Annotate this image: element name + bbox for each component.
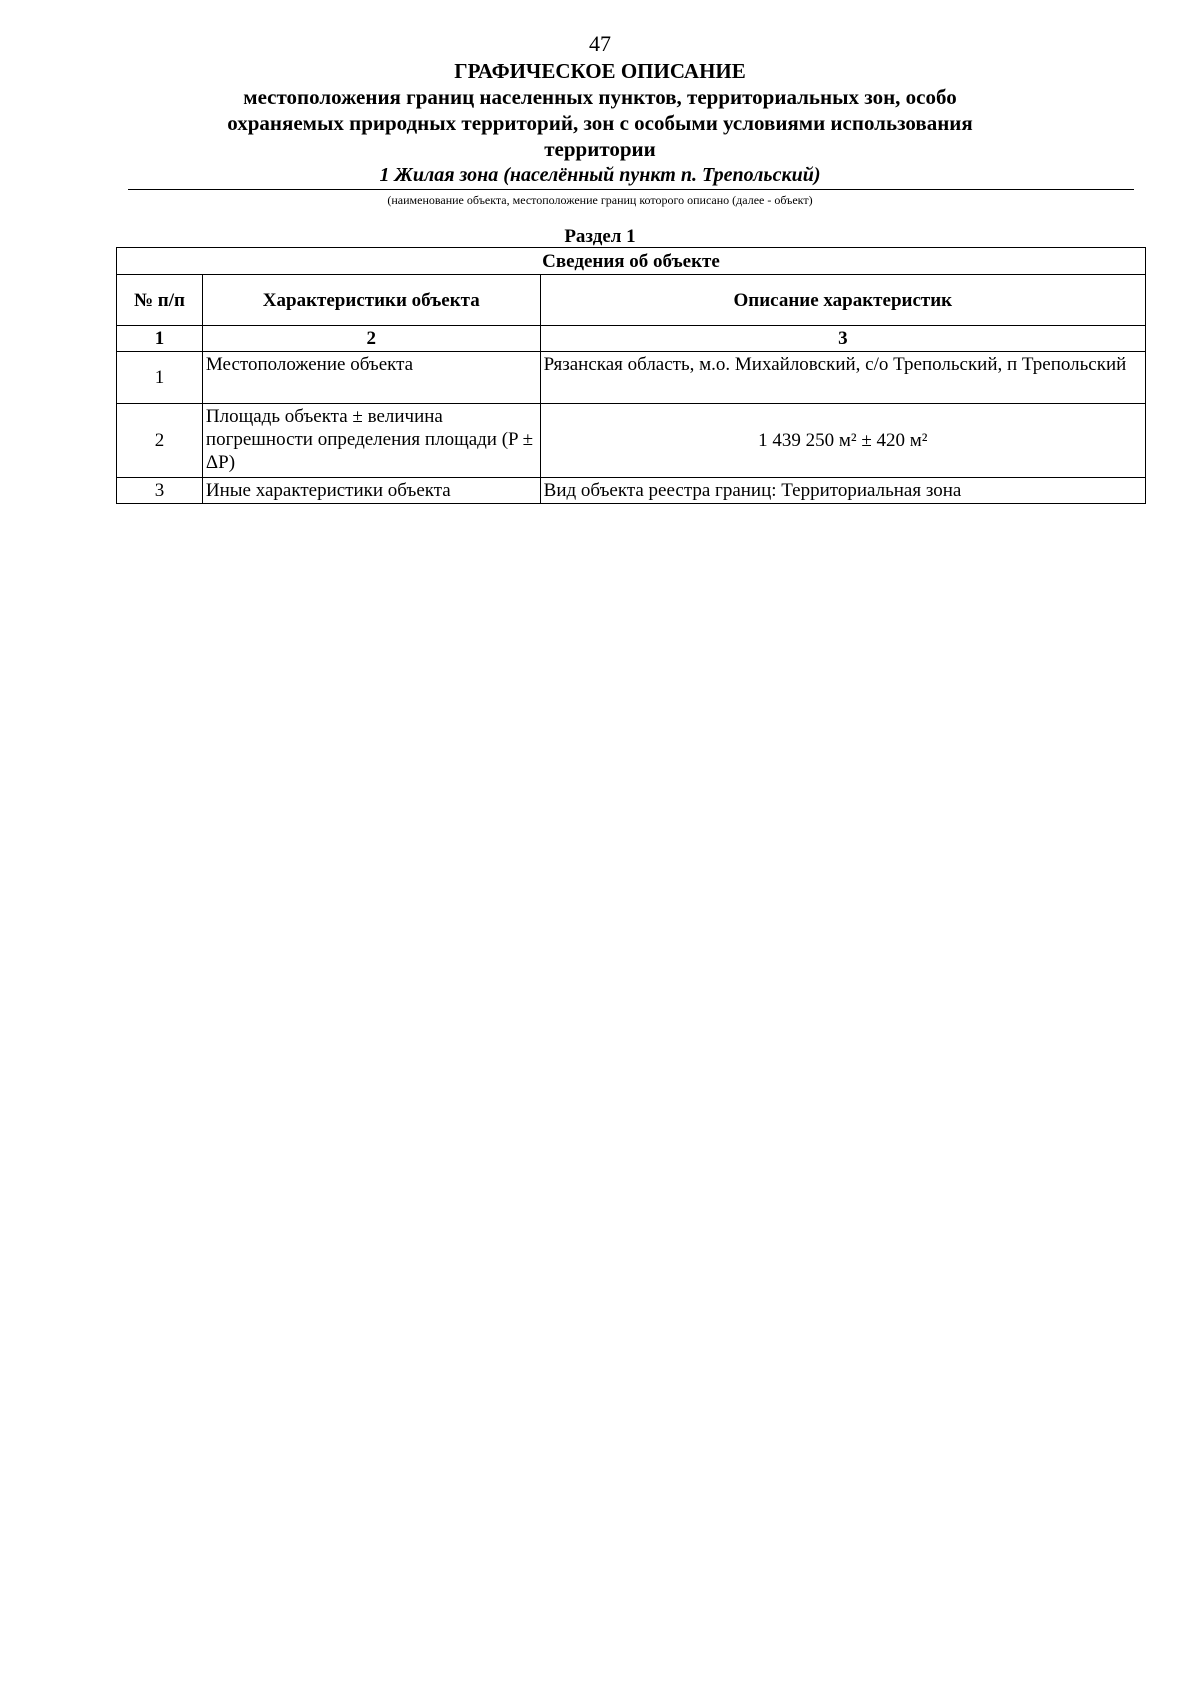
table-row [117, 478, 1146, 504]
table-caption: Сведения об объекте [117, 248, 1146, 275]
row-num: 1 [117, 352, 203, 404]
column-number-row [117, 326, 1146, 352]
page-number: 47 [589, 31, 611, 56]
object-name: 1 Жилая зона (населённый пункт п. Трепольский) [379, 164, 821, 186]
row-num: 3 [117, 478, 203, 504]
object-name-underline [128, 189, 1134, 190]
row-characteristic: Местоположение объекта [202, 352, 540, 404]
object-name-caption: (наименование объекта, местоположение границ которого описано (далее - объект) [387, 193, 813, 207]
row-description: 1 439 250 м² ± 420 м² [540, 404, 1145, 478]
row-num: 2 [117, 404, 203, 478]
section-title: Раздел 1 [564, 226, 636, 247]
column-number: 2 [202, 326, 540, 352]
document-subtitle: местоположения границ населенных пунктов, территориальных зон, особо охраняемых природных территорий, зон с особыми условиями использования территории [227, 85, 973, 161]
header-description: Описание характеристик [540, 275, 1145, 326]
table-header-row [117, 275, 1146, 326]
column-number: 1 [117, 326, 203, 352]
header-num: № п/п [117, 275, 203, 326]
row-description: Вид объекта реестра границ: Территориальная зона [540, 478, 1145, 504]
header-characteristic: Характеристики объекта [202, 275, 540, 326]
row-description: Рязанская область, м.о. Михайловский, с/о Трепольский, п Трепольский [540, 352, 1145, 404]
column-number: 3 [540, 326, 1145, 352]
document-title: ГРАФИЧЕСКОЕ ОПИСАНИЕ [454, 59, 746, 83]
object-info-table [116, 247, 1146, 504]
row-characteristic: Иные характеристики объекта [202, 478, 540, 504]
table-row [117, 404, 1146, 478]
table-caption-row [117, 248, 1146, 275]
row-characteristic: Площадь объекта ± величина погрешности определения площади (P ± ΔP) [202, 404, 540, 478]
table-row [117, 352, 1146, 404]
